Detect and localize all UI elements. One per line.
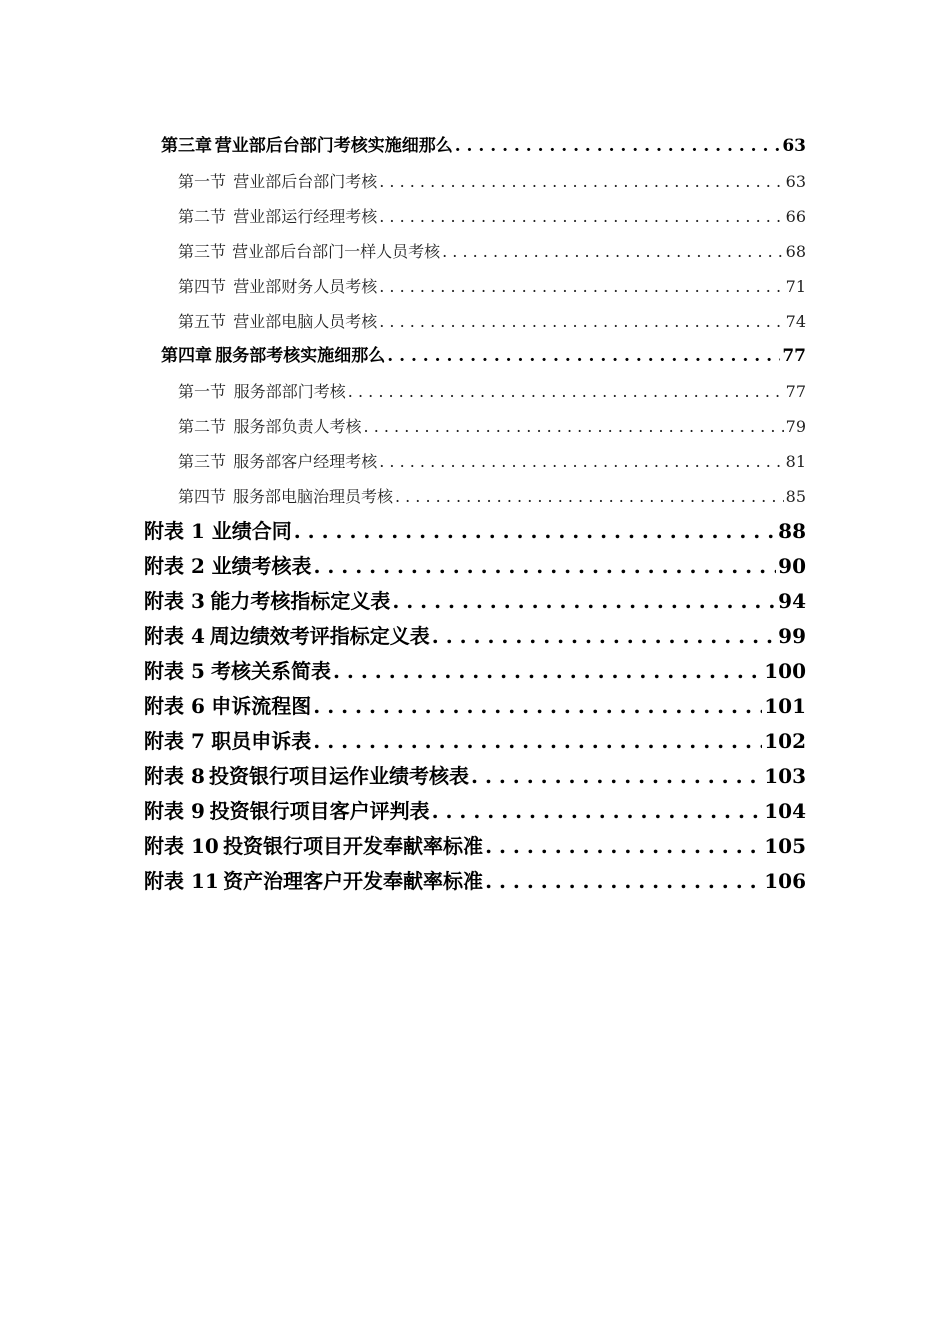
page-number: 101 — [764, 694, 806, 718]
appendix-label: 附表 3 — [144, 589, 205, 613]
page-number: 77 — [785, 382, 806, 401]
dot-leader — [333, 654, 762, 689]
section-title: 营业部运行经理考核 — [233, 207, 378, 226]
dot-leader — [379, 199, 783, 234]
dot-leader — [455, 129, 781, 164]
dot-leader — [485, 829, 762, 864]
toc-appendix-7[interactable] — [144, 724, 806, 759]
dot-leader — [313, 724, 762, 759]
appendix-title: 周边绩效考评指标定义表 — [209, 624, 430, 648]
toc-chapter-3[interactable] — [161, 129, 806, 164]
appendix-title: 投资银行项目运作业绩考核表 — [209, 764, 470, 788]
toc-section-3-1[interactable] — [178, 164, 806, 199]
table-of-contents — [0, 129, 950, 899]
toc-section-3-5[interactable] — [178, 304, 806, 339]
page-number: 102 — [764, 729, 806, 753]
toc-appendix-5[interactable] — [144, 654, 806, 689]
page-number: 74 — [785, 312, 806, 331]
section-title: 服务部部门考核 — [233, 382, 346, 401]
page-number: 81 — [785, 452, 806, 471]
appendix-label: 附表 5 — [144, 659, 205, 683]
dot-leader — [379, 304, 783, 339]
page-number: 66 — [785, 207, 806, 226]
appendix-label: 附表 7 — [144, 729, 205, 753]
toc-section-3-2[interactable] — [178, 199, 806, 234]
chapter-title: 服务部考核实施细那么 — [215, 346, 386, 366]
dot-leader — [364, 409, 784, 444]
page-number: 63 — [782, 136, 806, 156]
page-number: 94 — [778, 589, 806, 613]
page-number: 71 — [785, 277, 806, 296]
dot-leader — [379, 444, 783, 479]
section-label: 第二节 — [178, 207, 227, 226]
page-number: 63 — [785, 172, 806, 191]
page-number: 99 — [778, 624, 806, 648]
section-label: 第三节 — [178, 452, 227, 471]
toc-section-4-4[interactable] — [178, 479, 806, 514]
dot-leader — [485, 864, 762, 899]
chapter-title: 营业部后台部门考核实施细那么 — [214, 136, 453, 156]
dot-leader — [471, 759, 762, 794]
appendix-label: 附表 11 — [144, 869, 219, 893]
toc-appendix-1[interactable] — [144, 514, 806, 549]
appendix-label: 附表 6 — [144, 694, 205, 718]
dot-leader — [379, 269, 783, 304]
section-label: 第四节 — [178, 277, 227, 296]
dot-leader — [313, 689, 762, 724]
toc-section-4-2[interactable] — [178, 409, 806, 444]
section-label: 第二节 — [178, 417, 227, 436]
section-label: 第一节 — [178, 382, 227, 401]
appendix-title: 业绩合同 — [211, 519, 292, 543]
toc-chapter-4[interactable] — [161, 339, 806, 374]
page-number: 88 — [778, 519, 806, 543]
appendix-title: 业绩考核表 — [211, 554, 312, 578]
page-number: 68 — [785, 242, 806, 261]
appendix-title: 考核关系简表 — [210, 659, 331, 683]
section-label: 第一节 — [178, 172, 227, 191]
dot-leader — [379, 164, 783, 199]
dot-leader — [432, 794, 763, 829]
appendix-label: 附表 8 — [144, 764, 205, 788]
page-number: 90 — [778, 554, 806, 578]
section-title: 营业部财务人员考核 — [233, 277, 378, 296]
page-number: 105 — [764, 834, 806, 858]
dot-leader — [392, 584, 776, 619]
appendix-title: 能力考核指标定义表 — [210, 589, 391, 613]
section-label: 第五节 — [178, 312, 227, 331]
appendix-label: 附表 10 — [144, 834, 219, 858]
section-title: 服务部负责人考核 — [233, 417, 362, 436]
dot-leader — [395, 479, 784, 514]
appendix-title: 投资银行项目客户评判表 — [209, 799, 430, 823]
toc-appendix-3[interactable] — [144, 584, 806, 619]
appendix-label: 附表 4 — [144, 624, 205, 648]
section-title: 营业部后台部门一样人员考核 — [232, 242, 441, 261]
dot-leader — [432, 619, 776, 654]
section-title: 营业部电脑人员考核 — [233, 312, 378, 331]
dot-leader — [294, 514, 776, 549]
appendix-title: 资产治理客户开发奉献率标准 — [223, 869, 484, 893]
page-number: 106 — [764, 869, 806, 893]
toc-appendix-9[interactable] — [144, 794, 806, 829]
appendix-title: 投资银行项目开发奉献率标准 — [223, 834, 484, 858]
toc-appendix-6[interactable] — [144, 689, 806, 724]
section-title: 服务部电脑治理员考核 — [232, 487, 393, 506]
page-number: 85 — [785, 487, 806, 506]
toc-section-4-3[interactable] — [178, 444, 806, 479]
toc-appendix-11[interactable] — [144, 864, 806, 899]
chapter-label: 第四章 — [161, 346, 212, 366]
appendix-label: 附表 1 — [144, 519, 205, 543]
appendix-title: 申诉流程图 — [211, 694, 312, 718]
page-number: 77 — [782, 346, 806, 366]
section-title: 服务部客户经理考核 — [233, 452, 378, 471]
section-label: 第三节 — [178, 242, 227, 261]
dot-leader — [313, 549, 776, 584]
toc-appendix-2[interactable] — [144, 549, 806, 584]
toc-section-3-3[interactable] — [178, 234, 806, 269]
appendix-label: 附表 2 — [144, 554, 205, 578]
toc-section-4-1[interactable] — [178, 374, 806, 409]
dot-leader — [387, 339, 780, 374]
page-number: 103 — [764, 764, 806, 788]
appendix-label: 附表 9 — [144, 799, 205, 823]
toc-appendix-10[interactable] — [144, 829, 806, 864]
page-number: 104 — [764, 799, 806, 823]
appendix-title: 职员申诉表 — [211, 729, 312, 753]
chapter-label: 第三章 — [161, 136, 212, 156]
toc-appendix-8[interactable] — [144, 759, 806, 794]
section-title: 营业部后台部门考核 — [233, 172, 378, 191]
section-label: 第四节 — [178, 487, 227, 506]
toc-appendix-4[interactable] — [144, 619, 806, 654]
page-number: 79 — [785, 417, 806, 436]
dot-leader — [348, 374, 784, 409]
page-number: 100 — [764, 659, 806, 683]
dot-leader — [442, 234, 784, 269]
toc-section-3-4[interactable] — [178, 269, 806, 304]
